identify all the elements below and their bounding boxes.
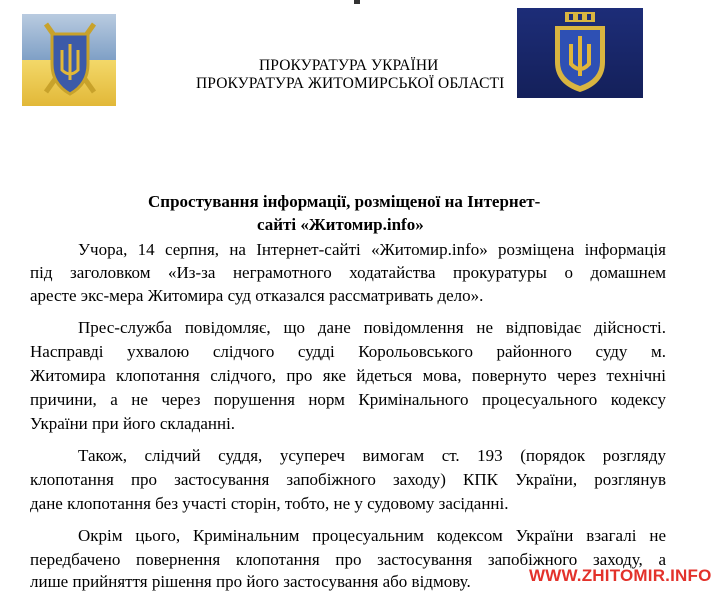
paragraph-4-line-1: Окрім цього, Кримінальним процесуальним кодексом України взагалі не — [78, 526, 666, 545]
paragraph-2-line-3: Житомира клопотання слідчого, про яке йдеться мова, повернуто через технічні — [30, 366, 666, 385]
paragraph-4-line-2: передбачено повернення клопотання про застосування запобіжного заходу, а — [30, 550, 666, 569]
paragraph-2-line-5: України при його складанні. — [30, 414, 236, 433]
regional-organization-name: ПРОКУРАТУРА ЖИТОМИРСЬКОЇ ОБЛАСТІ — [196, 75, 505, 92]
paragraph-3-line-3: дане клопотання без участі сторін, тобто, не у судовому засіданні. — [30, 494, 509, 513]
organization-name: ПРОКУРАТУРА УКРАЇНИ — [259, 57, 439, 74]
paragraph-1-line-3: аресте экс-мера Житомира суд отказался рассматривать дело». — [30, 286, 484, 305]
scan-mark — [354, 0, 360, 4]
watermark: WWW.ZHITOMIR.INFO — [529, 566, 712, 585]
paragraph-1-line-1: Учора, 14 серпня, на Інтернет-сайті «Житомир.info» розміщена інформація — [78, 240, 666, 259]
paragraph-2-line-4: причини, а не через порушення норм Кримінального процесуального кодексу — [30, 390, 666, 409]
paragraph-3-line-1: Також, слідчий суддя, усупереч вимогам ст. 193 (порядок розгляду — [78, 446, 666, 465]
paragraph-4-line-3: лише прийняття рішення про його застосування або відмову. — [30, 572, 471, 591]
document-title-line-1: Спростування інформації, розміщеної на Інтернет- — [148, 192, 541, 211]
document-title-line-2: сайті «Житомир.info» — [257, 215, 424, 234]
paragraph-1-line-2: під заголовком «Из-за неграмотного ходатайства прокуратуры о домашнем — [30, 263, 666, 282]
paragraph-3-line-2: клопотання про застосування запобіжного заходу) КПК України, розглянув — [30, 470, 666, 489]
paragraph-2-line-1: Прес-служба повідомляє, що дане повідомлення не відповідає дійсності. — [78, 318, 666, 337]
paragraph-2-line-2: Насправді ухвалою слідчого судді Корольовського районного суду м. — [30, 342, 666, 361]
